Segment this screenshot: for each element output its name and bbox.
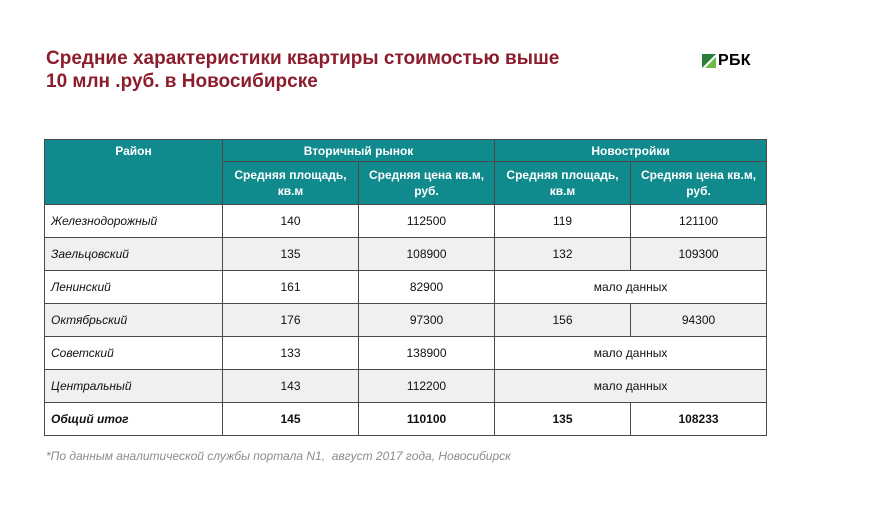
- cell-secondary-area: 133: [223, 337, 359, 370]
- cell-secondary-area: 143: [223, 370, 359, 403]
- cell-total-secondary-price: 110100: [359, 403, 495, 436]
- table-row: [45, 238, 767, 271]
- cell-total-new-price: 108233: [631, 403, 767, 436]
- cell-secondary-area: 161: [223, 271, 359, 304]
- cell-district: Ленинский: [45, 271, 223, 304]
- cell-district: Заельцовский: [45, 238, 223, 271]
- cell-secondary-area: 135: [223, 238, 359, 271]
- header-secondary-area: Средняя площадь, кв.м: [223, 162, 359, 205]
- table-body: [45, 205, 767, 436]
- header-district: Район: [45, 140, 223, 205]
- table-row-total: [45, 403, 767, 436]
- table-row: [45, 370, 767, 403]
- cell-district: Советский: [45, 337, 223, 370]
- cell-secondary-price: 108900: [359, 238, 495, 271]
- cell-secondary-price: 97300: [359, 304, 495, 337]
- title-line-1: Средние характеристики квартиры стоимостью выше: [46, 48, 560, 69]
- cell-new-price: 94300: [631, 304, 767, 337]
- header-secondary-price: Средняя цена кв.м, руб.: [359, 162, 495, 205]
- cell-new-area: 119: [495, 205, 631, 238]
- cell-total-secondary-area: 145: [223, 403, 359, 436]
- cell-new-note: мало данных: [495, 337, 767, 370]
- page-title: [46, 47, 666, 93]
- cell-new-price: 121100: [631, 205, 767, 238]
- cell-secondary-price: 82900: [359, 271, 495, 304]
- rbk-logo: [702, 51, 751, 71]
- table-row: [45, 271, 767, 304]
- cell-secondary-price: 112500: [359, 205, 495, 238]
- cell-total-new-area: 135: [495, 403, 631, 436]
- cell-secondary-price: 112200: [359, 370, 495, 403]
- header-new-buildings: Новостройки: [495, 140, 767, 162]
- cell-total-label: Общий итог: [45, 403, 223, 436]
- cell-new-area: 156: [495, 304, 631, 337]
- table-row: [45, 205, 767, 238]
- rbk-logo-text: РБК: [718, 52, 751, 69]
- header-secondary-market: Вторичный рынок: [223, 140, 495, 162]
- table-row: [45, 304, 767, 337]
- cell-district: Железнодорожный: [45, 205, 223, 238]
- footnote: *По данным аналитической службы портала N1, август 2017 года, Новосибирск: [46, 449, 511, 463]
- header-new-price: Средняя цена кв.м, руб.: [631, 162, 767, 205]
- cell-district: Центральный: [45, 370, 223, 403]
- cell-secondary-area: 140: [223, 205, 359, 238]
- cell-district: Октябрьский: [45, 304, 223, 337]
- table-row: [45, 337, 767, 370]
- rbk-logo-icon: [702, 54, 716, 68]
- cell-new-area: 132: [495, 238, 631, 271]
- title-line-2: 10 млн .руб. в Новосибирске: [46, 71, 318, 92]
- header-new-area: Средняя площадь, кв.м: [495, 162, 631, 205]
- data-table: [44, 139, 767, 436]
- cell-secondary-area: 176: [223, 304, 359, 337]
- cell-new-price: 109300: [631, 238, 767, 271]
- cell-new-note: мало данных: [495, 370, 767, 403]
- cell-new-note: мало данных: [495, 271, 767, 304]
- cell-secondary-price: 138900: [359, 337, 495, 370]
